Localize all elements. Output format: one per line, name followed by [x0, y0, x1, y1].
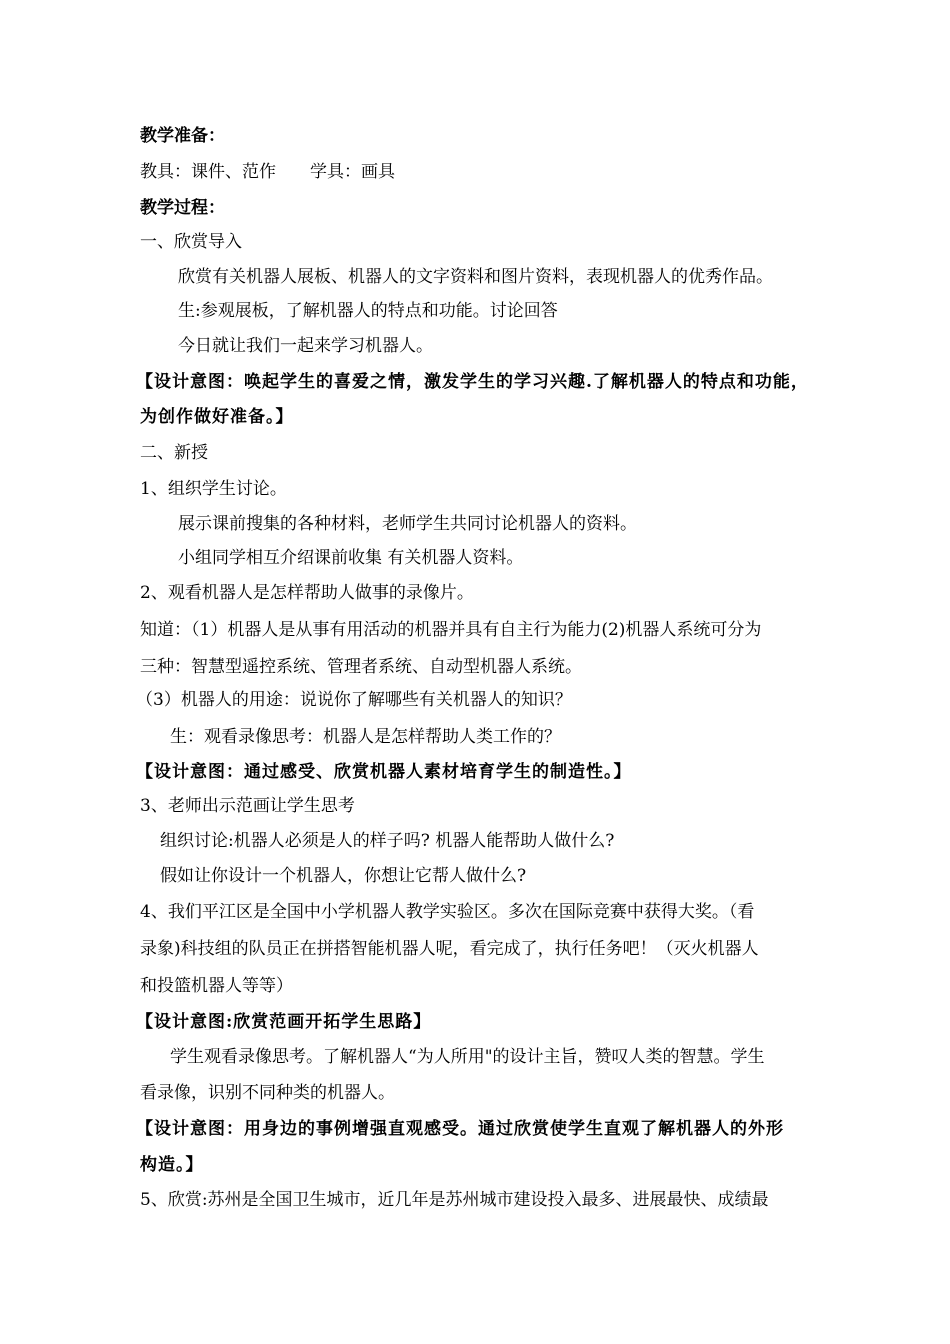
section-1-title: 一、欣赏导入 — [140, 232, 242, 252]
section-2-title: 二、新授 — [140, 443, 208, 463]
step-1-paragraph-2: 小组同学相互介绍课前收集 有关机器人资料。 — [178, 548, 524, 568]
section-1-paragraph-3: 今日就让我们一起来学习机器人。 — [178, 336, 433, 356]
section-1-paragraph-2: 生:参观展板，了解机器人的特点和功能。讨论回答 — [178, 301, 558, 321]
step-2-line-3: （3）机器人的用途：说说你了解哪些有关机器人的知识？ — [136, 690, 572, 710]
step-3-title: 3、老师出示范画让学生思考 — [140, 796, 355, 816]
design-intent-1-line-2: 为创作做好准备。】 — [140, 407, 294, 427]
step-4-paragraph-2: 看录像，识别不同种类的机器人。 — [140, 1083, 395, 1103]
design-intent-4-line-2: 构造。】 — [140, 1155, 204, 1175]
step-5-line-1: 5、欣赏:苏州是全国卫生城市，近几年是苏州城市建设投入最多、进展最快、成绩最 — [140, 1190, 769, 1210]
step-2-line-1: 知道：（1）机器人是从事有用活动的机器并具有自主行为能力(2)机器人系统可分为 — [140, 620, 762, 640]
design-intent-1-line-1: 【设计意图：唤起学生的喜爱之情，激发学生的学习兴趣.了解机器人的特点和功能， — [136, 372, 809, 392]
design-intent-4-line-1: 【设计意图：用身边的事例增强直观感受。通过欣赏使学生直观了解机器人的外形 — [136, 1119, 784, 1139]
design-intent-2: 【设计意图：通过感受、欣赏机器人素材培育学生的制造性。】 — [136, 762, 632, 782]
step-3-line-1: 组织讨论:机器人必须是人的样子吗? 机器人能帮助人做什么? — [160, 831, 615, 851]
design-intent-3: 【设计意图:欣赏范画开拓学生思路】 — [136, 1012, 432, 1032]
step-2-title: 2、观看机器人是怎样帮助人做事的录像片。 — [140, 583, 474, 603]
step-4-line-3: 和投篮机器人等等） — [140, 976, 293, 996]
step-1-paragraph-1: 展示课前搜集的各种材料，老师学生共同讨论机器人的资料。 — [178, 514, 637, 534]
process-heading: 教学过程： — [140, 198, 225, 218]
prep-heading: 教学准备： — [140, 126, 225, 146]
step-1-title: 1、组织学生讨论。 — [140, 479, 287, 499]
step-4-line-1: 4、我们平江区是全国中小学机器人教学实验区。多次在国际竞赛中获得大奖。（看 — [140, 902, 755, 922]
prep-tools: 教具：课件、范作 学具：画具 — [140, 162, 395, 182]
section-1-paragraph-1: 欣赏有关机器人展板、机器人的文字资料和图片资料，表现机器人的优秀作品。 — [178, 267, 773, 287]
step-3-line-2: 假如让你设计一个机器人，你想让它帮人做什么? — [160, 866, 527, 886]
step-4-line-2: 录象)科技组的队员正在拼搭智能机器人呢，看完成了，执行任务吧！（灭火机器人 — [140, 939, 759, 959]
step-2-line-2: 三种：智慧型遥控系统、管理者系统、自动型机器人系统。 — [140, 657, 582, 677]
step-2-line-4: 生：观看录像思考：机器人是怎样帮助人类工作的？ — [170, 727, 561, 747]
step-4-paragraph-1: 学生观看录像思考。了解机器人“为人所用"的设计主旨，赞叹人类的智慧。学生 — [170, 1047, 765, 1067]
